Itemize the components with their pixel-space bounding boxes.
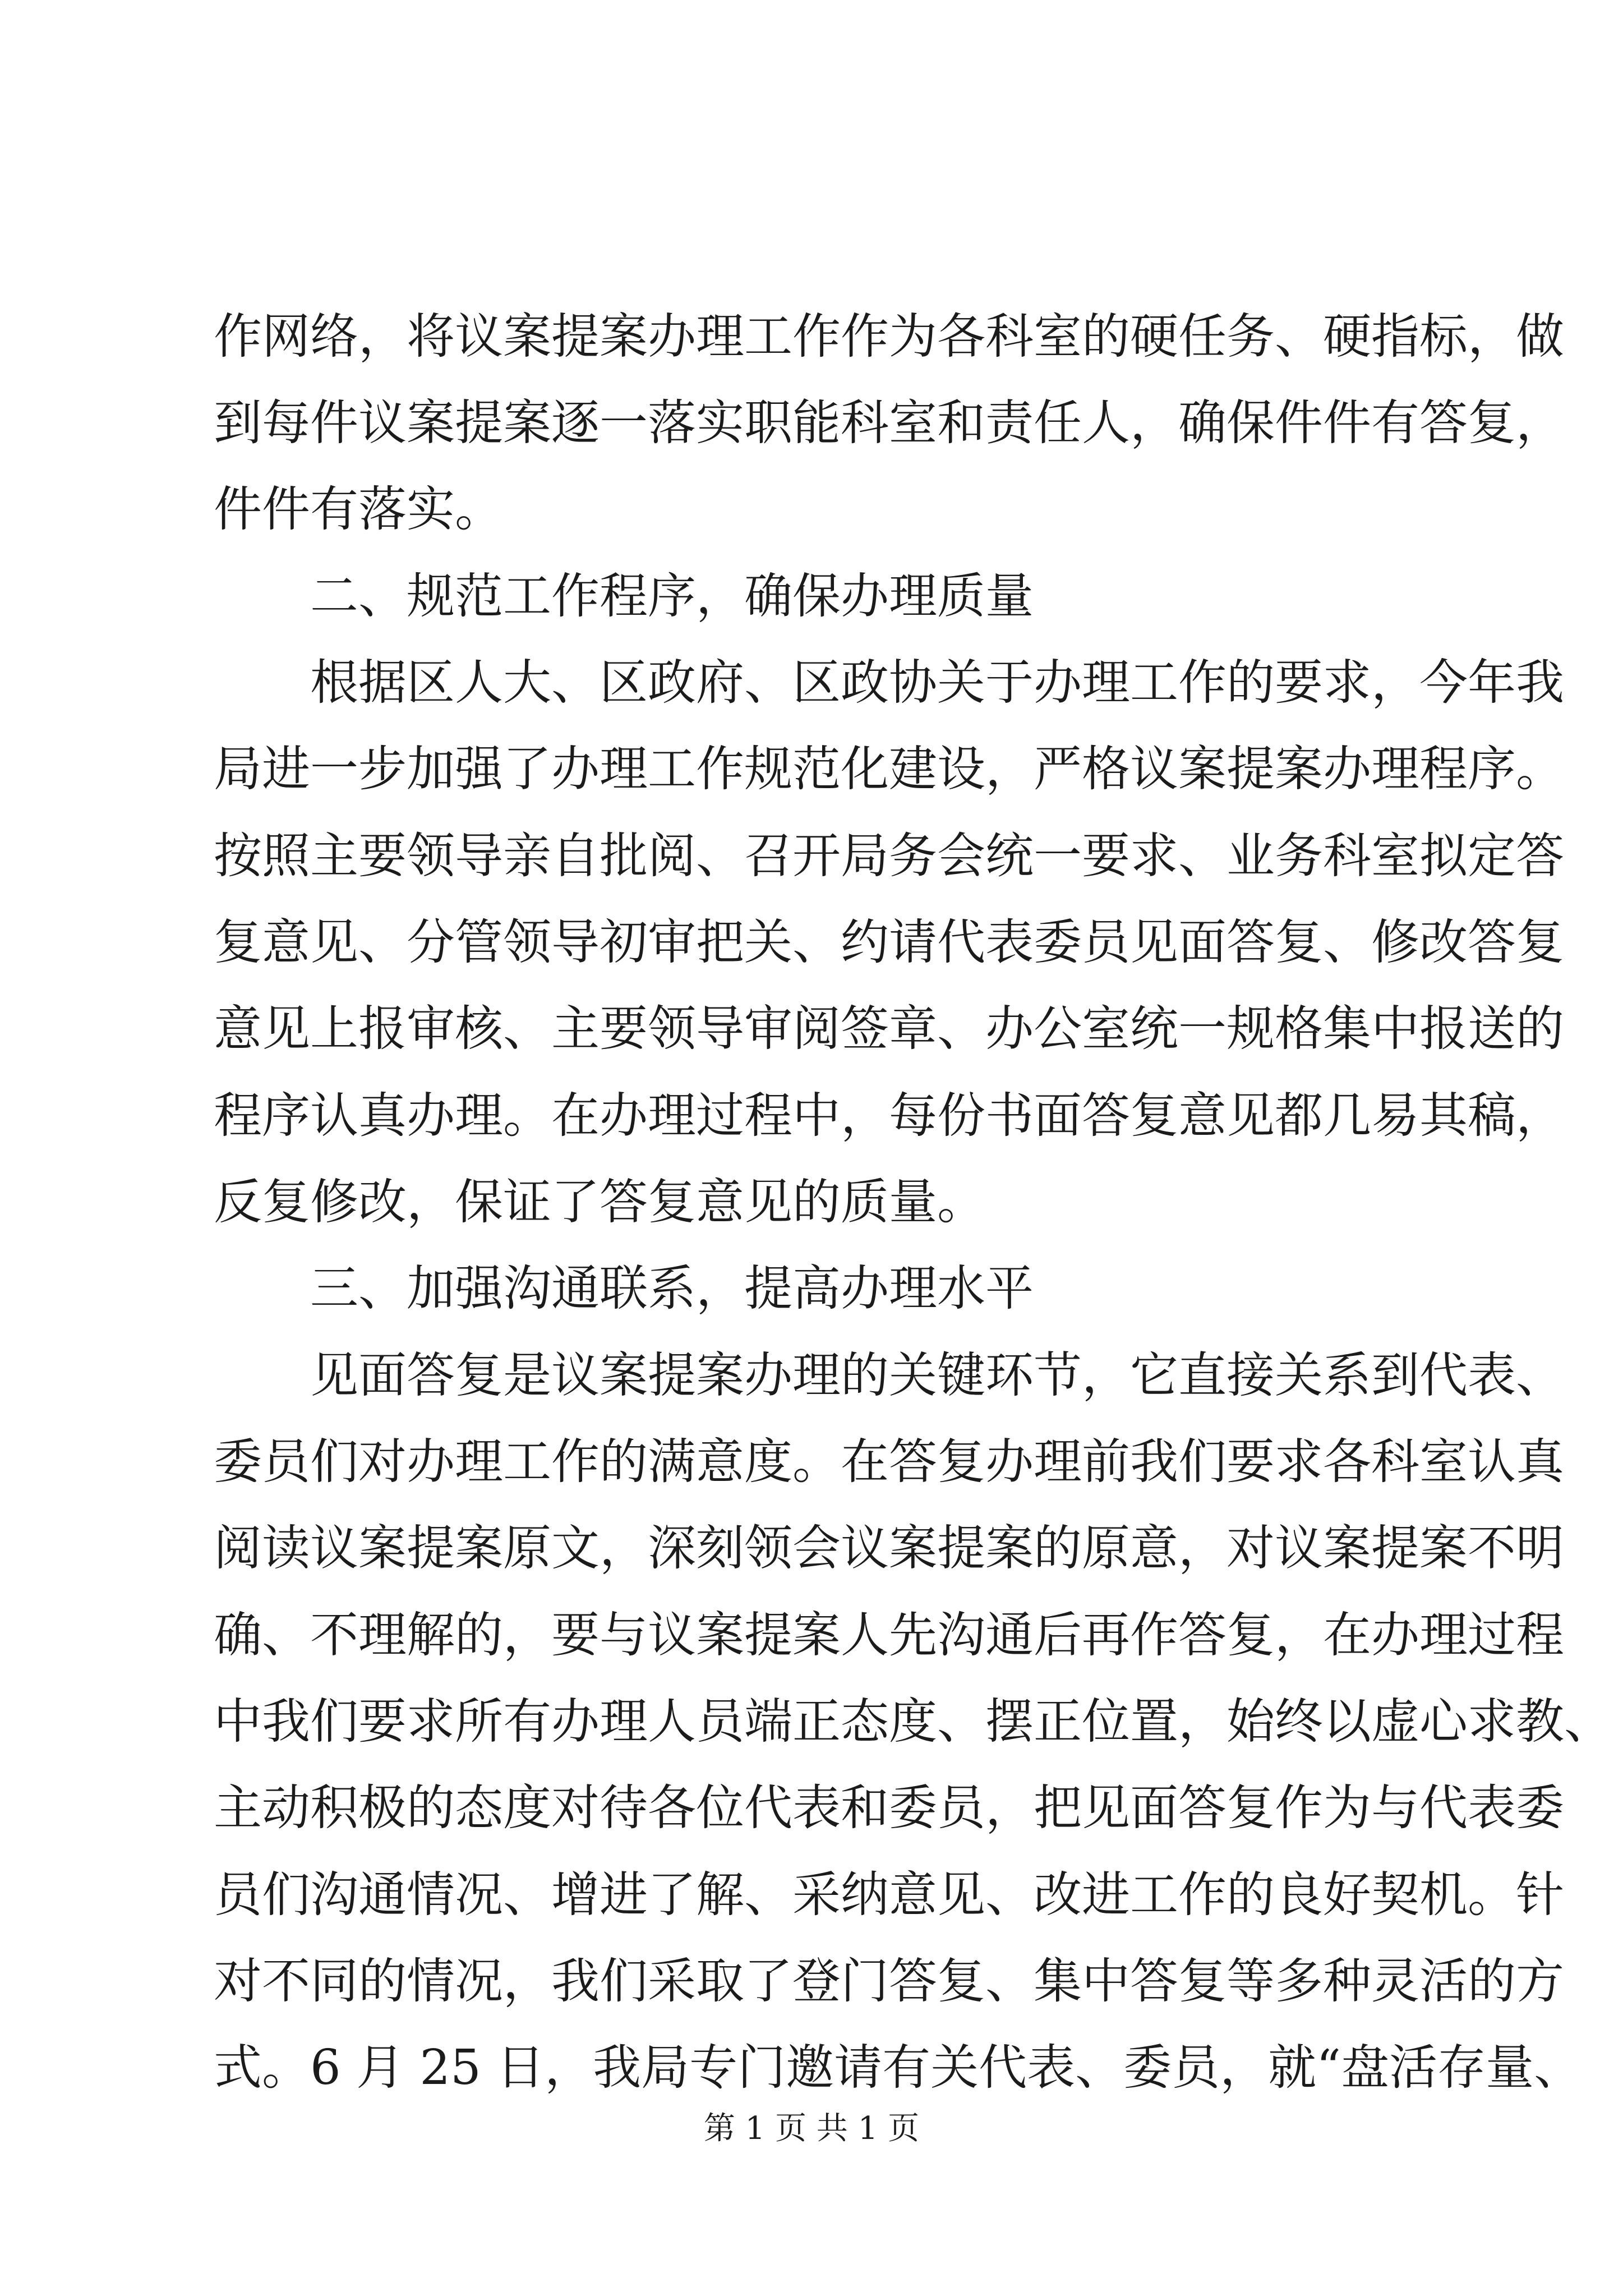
- paragraph-first-line: 见面答复是议案提案办理的关键环节，它直接关系到代表、: [310, 1347, 1564, 1404]
- paragraph-first-line: 根据区人大、区政府、区政协关于办理工作的要求，今年我: [310, 655, 1564, 711]
- body-line: 主动积极的态度对待各位代表和委员，把见面答复作为与代表委: [214, 1780, 1564, 1836]
- body-line: 式。6 月 25 日，我局专门邀请有关代表、委员，就“盘活存量、: [214, 2040, 1583, 2096]
- body-line: 反复修改，保证了答复意见的质量。: [214, 1174, 985, 1230]
- body-line: 件件有落实。: [214, 481, 503, 537]
- body-line: 作网络，将议案提案办理工作作为各科室的硬任务、硬指标，做: [214, 309, 1564, 365]
- body-line: 到每件议案提案逐一落实职能科室和责任人，确保件件有答复，: [214, 395, 1564, 451]
- body-line: 阅读议案提案原文，深刻领会议案提案的原意，对议案提案不明: [214, 1520, 1564, 1576]
- body-line: 中我们要求所有办理人员端正态度、摆正位置，始终以虚心求教、: [214, 1694, 1612, 1750]
- body-line: 员们沟通情况、增进了解、采纳意见、改进工作的良好契机。针: [214, 1867, 1564, 1923]
- body-line: 程序认真办理。在办理过程中，每份书面答复意见都几易其稿，: [214, 1088, 1564, 1144]
- section-heading: 二、规范工作程序，确保办理质量: [310, 568, 1034, 624]
- body-line: 委员们对办理工作的满意度。在答复办理前我们要求各科室认真: [214, 1434, 1564, 1490]
- page-footer: 第 1 页 共 1 页: [703, 2110, 920, 2147]
- body-line: 局进一步加强了办理工作规范化建设，严格议案提案办理程序。: [214, 741, 1564, 797]
- body-line: 复意见、分管领导初审把关、约请代表委员见面答复、修改答复: [214, 914, 1564, 970]
- body-line: 确、不理解的，要与议案提案人先沟通后再作答复，在办理过程: [214, 1607, 1564, 1663]
- section-heading: 三、加强沟通联系，提高办理水平: [310, 1260, 1034, 1317]
- body-line: 意见上报审核、主要领导审阅签章、办公室统一规格集中报送的: [214, 1001, 1564, 1057]
- body-line: 按照主要领导亲自批阅、召开局务会统一要求、业务科室拟定答: [214, 828, 1564, 884]
- body-line: 对不同的情况，我们采取了登门答复、集中答复等多种灵活的方: [214, 1953, 1564, 2009]
